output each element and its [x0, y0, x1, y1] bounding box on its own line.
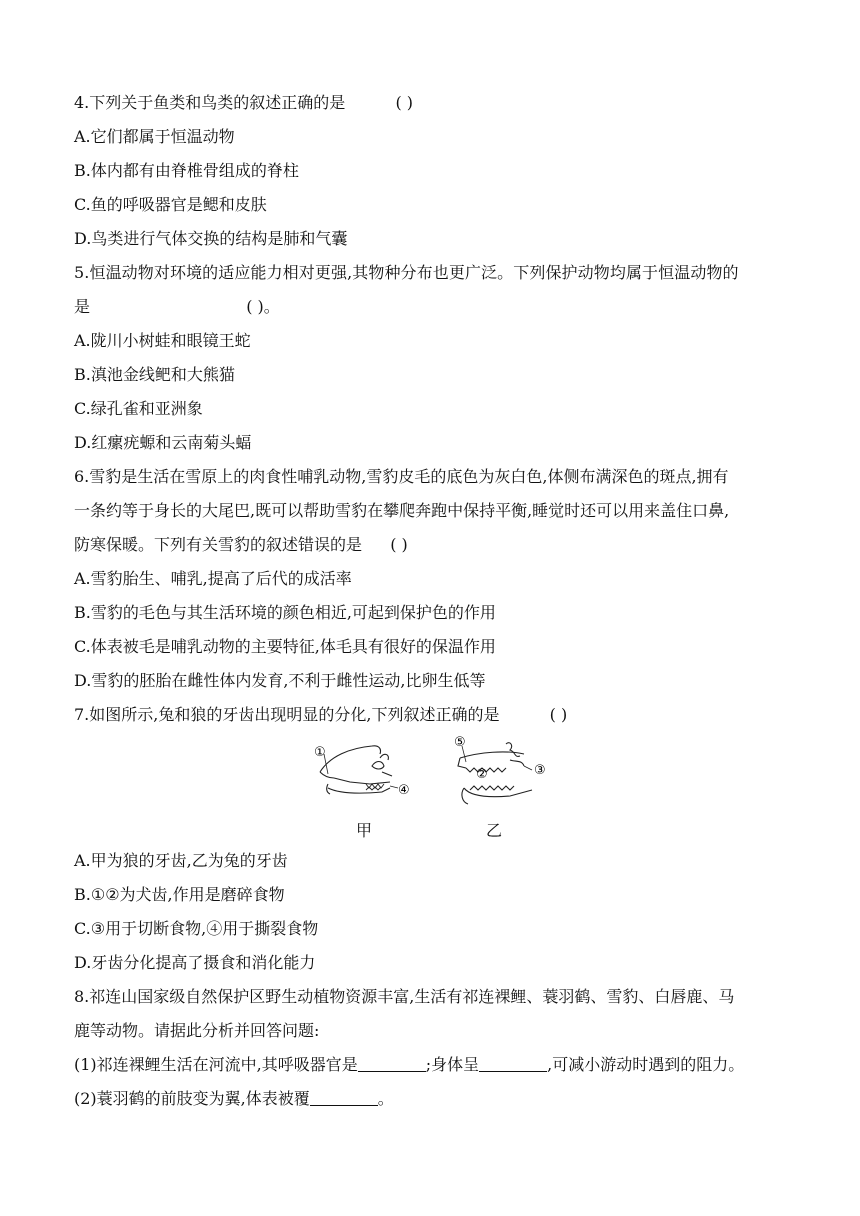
figure-label-left: 甲: [356, 821, 373, 840]
q7-option-b: B.①②为犬齿,作用是磨碎食物: [74, 885, 285, 904]
q8-sub2-text-a: (2)蓑羽鹤的前肢变为翼,体表被覆: [74, 1089, 310, 1108]
teeth-diagram: [310, 732, 560, 816]
q7-answer-paren: ( ): [549, 705, 568, 724]
marker-2: ②: [476, 767, 488, 782]
q8-sub2-text-b: 。: [377, 1089, 394, 1108]
q8-stem-line1: 8.祁连山国家级自然保护区野生动植物资源丰富,生活有祁连裸鲤、蓑羽鹤、雪豹、白唇鹿、马: [74, 987, 735, 1006]
figure-label-right: 乙: [486, 821, 503, 840]
q8-stem-line2: 鹿等动物。请据此分析并回答问题:: [74, 1021, 320, 1040]
document-page: [74, 86, 790, 1116]
q4-stem: [74, 86, 790, 120]
marker-5: ⑤: [454, 735, 466, 750]
q7-option-c: C.③用于切断食物,④用于撕裂食物: [74, 919, 319, 938]
q4-option-c: C.鱼的呼吸器官是鳃和皮肤: [74, 195, 267, 214]
q5-stem-line2-text: 是: [74, 297, 91, 316]
q6-option-b: B.雪豹的毛色与其生活环境的颜色相近,可起到保护色的作用: [74, 603, 496, 622]
q5-option-c: C.绿孔雀和亚洲象: [74, 399, 203, 418]
marker-3: ③: [534, 763, 546, 778]
q8-sub1-text-b: ;身体呈: [425, 1055, 480, 1074]
q8-sub1-text-c: ,可减小游动时遇到的阻力。: [547, 1055, 745, 1074]
q8-sub2-blank-1[interactable]: [310, 1087, 378, 1106]
q7-option-a: A.甲为狼的牙齿,乙为兔的牙齿: [74, 851, 288, 870]
q6-stem-line3: [74, 528, 790, 562]
marker-1: ①: [314, 745, 326, 760]
q5-stem-line2: [74, 290, 790, 324]
rabbit-skull-drawing: [320, 746, 398, 794]
q6-stem-line2: 一条约等于身长的大尾巴,既可以帮助雪豹在攀爬奔跑中保持平衡,睡觉时还可以用来盖住口鼻,: [74, 501, 730, 520]
q4-stem-text: 4.下列关于鱼类和鸟类的叙述正确的是: [74, 93, 346, 112]
q4-option-d: D.鸟类进行气体交换的结构是肺和气囊: [74, 229, 348, 248]
q8-sub1-blank-2[interactable]: [479, 1053, 547, 1072]
marker-4: ④: [398, 783, 410, 798]
q6-stem-line1: 6.雪豹是生活在雪原上的肉食性哺乳动物,雪豹皮毛的底色为灰白色,体侧布满深色的斑点,拥有: [74, 467, 729, 486]
q7-option-d: D.牙齿分化提高了摄食和消化能力: [74, 953, 316, 972]
wolf-skull-drawing: [458, 743, 532, 804]
q8-sub1: [74, 1048, 790, 1082]
q5-option-a: A.陇川小树蛙和眼镜王蛇: [74, 331, 251, 350]
q6-stem-line3-text: 防寒保暖。下列有关雪豹的叙述错误的是: [74, 535, 363, 554]
q7-stem-text: 7.如图所示,兔和狼的牙齿出现明显的分化,下列叙述正确的是: [74, 705, 500, 724]
q8-sub1-text-a: (1)祁连裸鲤生活在河流中,其呼吸器官是: [74, 1055, 358, 1074]
q8-sub2: [74, 1082, 790, 1116]
q4-option-b: B.体内都有由脊椎骨组成的脊柱: [74, 161, 299, 180]
q6-option-c: C.体表被毛是哺乳动物的主要特征,体毛具有很好的保温作用: [74, 637, 496, 656]
q4-answer-paren: ( ): [395, 93, 414, 112]
q8-sub1-blank-1[interactable]: [358, 1053, 426, 1072]
q7-stem: [74, 698, 790, 732]
q5-option-b: B.滇池金线鲃和大熊猫: [74, 365, 235, 384]
q6-option-a: A.雪豹胎生、哺乳,提高了后代的成活率: [74, 569, 352, 588]
q5-stem-line1: 5.恒温动物对环境的适应能力相对更强,其物种分布也更广泛。下列保护动物均属于恒温动物的: [74, 263, 739, 282]
q4-option-a: A.它们都属于恒温动物: [74, 127, 235, 146]
q6-option-d: D.雪豹的胚胎在雌性体内发育,不利于雌性运动,比卵生低等: [74, 671, 486, 690]
q6-answer-paren: ( ): [390, 535, 408, 554]
q5-answer-paren: ( )。: [246, 297, 280, 316]
teeth-figure: [74, 732, 790, 844]
q5-option-d: D.红瘰疣螈和云南菊头蝠: [74, 433, 252, 452]
